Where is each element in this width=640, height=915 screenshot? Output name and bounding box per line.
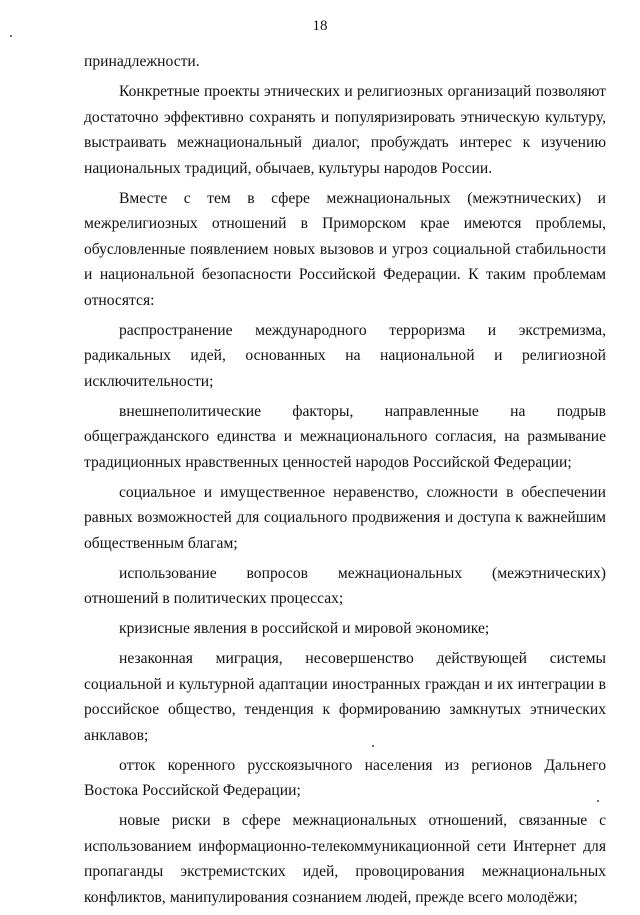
list-item: незаконная миграция, несовершенство действующей системы социальной и культурной адаптации иностранных граждан и их интеграции в российское общество, тенденция к формированию замкнутых этнических анклавов; bbox=[84, 650, 606, 744]
paragraph: Конкретные проекты этнических и религиозных организаций позволяют достаточно эффективно сохранять и популяризировать этническую культуру, выстраивать межнациональный диалог, пробуждать интерес к изучению национальных традиций, обычаев, культуры народов России. bbox=[84, 83, 606, 177]
list-item: внешнеполитические факторы, направленные на подрыв общегражданского единства и межнационального согласия, на размывание традиционных нравственных ценностей народов Российской Федерации; bbox=[84, 402, 606, 471]
paragraph: Вместе с тем в сфере межнациональных (межэтнических) и межрелигиозных отношений в Приморском крае имеются проблемы, обусловленные появлением новых вызовов и угроз социальной стабильности и национальной безопасности Российской Федерации. К таким проблемам относятся: bbox=[84, 189, 606, 309]
list-item: социальное и имущественное неравенство, сложности в обеспечении равных возможностей для социального продвижения и доступа к важнейшим общественным благам; bbox=[84, 483, 606, 552]
list-item: использование вопросов межнациональных (межэтнических) отношений в политических процессах; bbox=[84, 564, 606, 607]
paragraph: принадлежности. bbox=[84, 53, 200, 70]
scan-speck bbox=[597, 800, 599, 802]
page-number: 18 bbox=[312, 18, 328, 34]
list-item: новые риски в сфере межнациональных отношений, связанные с использованием информационно-телекоммуникационной сети Интернет для пропаганды экстремистских идей, провоцирования межнациональных конфликтов, манипулирования сознанием людей, прежде всего молодёжи; bbox=[84, 812, 606, 906]
document-body bbox=[84, 49, 606, 915]
scan-speck bbox=[10, 35, 12, 37]
list-item: отток коренного русскоязычного населения из регионов Дальнего Востока Российской Федерации; bbox=[84, 756, 606, 799]
list-item: кризисные явления в российской и мировой экономике; bbox=[119, 620, 490, 637]
scan-speck bbox=[372, 745, 374, 747]
list-item: распространение международного терроризма и экстремизма, радикальных идей, основанных на национальной и религиозной исключительности; bbox=[84, 321, 606, 390]
